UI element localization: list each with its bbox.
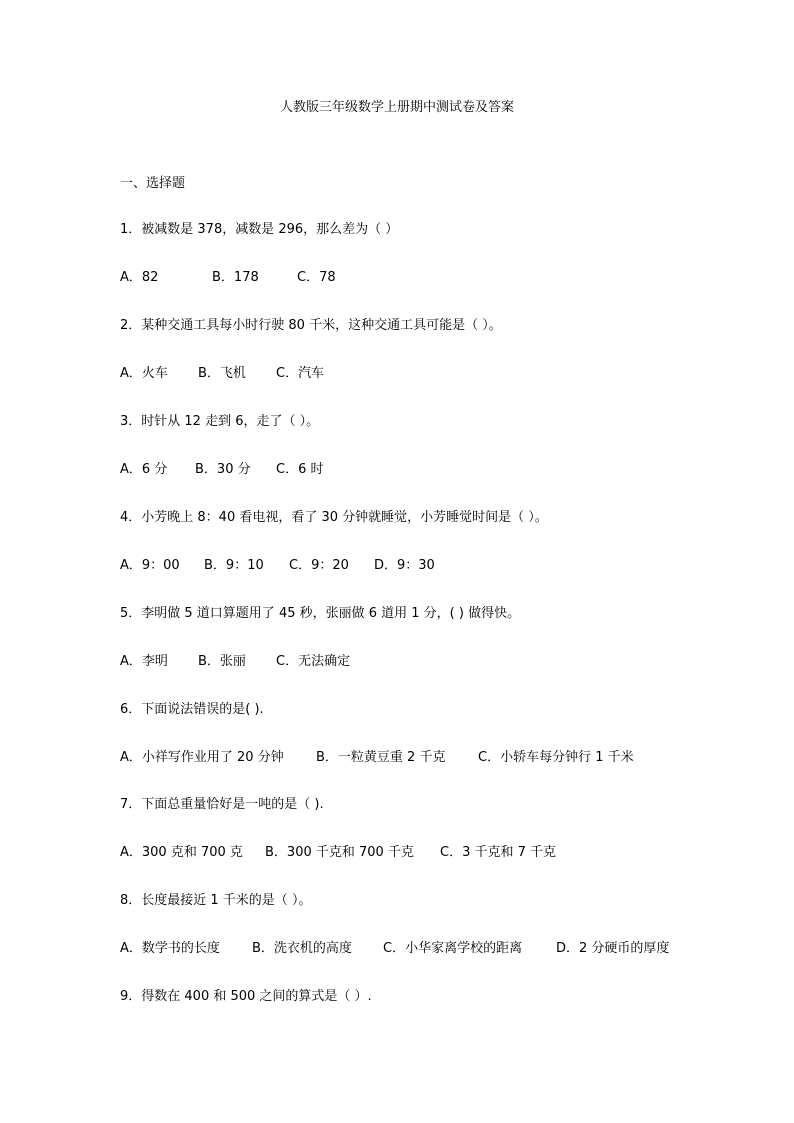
question-4-option-a: A．9：00 <box>120 558 180 573</box>
question-3-option-a: A．6 分 <box>120 462 168 477</box>
question-2-stem: 2．某种交通工具每小时行驶 80 千米，这种交通工具可能是（ ）。 <box>120 318 502 333</box>
question-3-option-b: B．30 分 <box>195 462 251 477</box>
question-5-option-a: A．李明 <box>120 654 168 669</box>
question-5-stem: 5．李明做 5 道口算题用了 45 秒，张丽做 6 道用 1 分，( ) 做得快。 <box>120 606 521 621</box>
question-6-option-b: B．一粒黄豆重 2 千克 <box>316 750 446 765</box>
question-1-stem: 1．被减数是 378，减数是 296，那么差为（ ） <box>120 222 399 237</box>
question-8-option-a: A．数学书的长度 <box>120 941 220 956</box>
question-4-option-b: B．9：10 <box>204 558 264 573</box>
question-7-option-b: B．300 千克和 700 千克 <box>265 845 414 860</box>
question-8-stem: 8．长度最接近 1 千米的是（ ）。 <box>120 893 312 908</box>
question-3-option-c: C．6 时 <box>276 462 324 477</box>
question-8-option-c: C．小华家离学校的距离 <box>383 941 523 956</box>
question-1-option-a: A．82 <box>120 270 159 285</box>
question-1-option-b: B．178 <box>212 270 259 285</box>
question-6-stem: 6．下面说法错误的是( ). <box>120 702 264 717</box>
question-3-stem: 3．时针从 12 走到 6，走了（ ）。 <box>120 414 320 429</box>
question-9-stem: 9．得数在 400 和 500 之间的算式是（ ）. <box>120 989 372 1004</box>
question-2-option-a: A．火车 <box>120 366 168 381</box>
question-2-option-c: C．汽车 <box>276 366 325 381</box>
question-5-option-b: B．张丽 <box>198 654 246 669</box>
question-7-stem: 7．下面总重量恰好是一吨的是（ ). <box>120 797 324 812</box>
question-8-option-d: D．2 分硬币的厚度 <box>556 941 670 956</box>
question-7-option-a: A．300 克和 700 克 <box>120 845 243 860</box>
question-4-option-c: C．9：20 <box>289 558 349 573</box>
question-2-option-b: B．飞机 <box>198 366 246 381</box>
question-6-option-a: A．小祥写作业用了 20 分钟 <box>120 750 284 765</box>
question-7-option-c: C．3 千克和 7 千克 <box>440 845 557 860</box>
section-heading: 一、选择题 <box>120 176 186 191</box>
question-8-option-b: B．洗衣机的高度 <box>252 941 352 956</box>
document-title: 人教版三年级数学上册期中测试卷及答案 <box>279 100 514 115</box>
question-5-option-c: C．无法确定 <box>276 654 351 669</box>
question-6-option-c: C．小轿车每分钟行 1 千米 <box>478 750 634 765</box>
question-4-stem: 4．小芳晚上 8：40 看电视，看了 30 分钟就睡觉，小芳睡觉时间是（ ）。 <box>120 510 548 525</box>
question-4-option-d: D．9：30 <box>374 558 435 573</box>
question-1-option-c: C．78 <box>297 270 336 285</box>
